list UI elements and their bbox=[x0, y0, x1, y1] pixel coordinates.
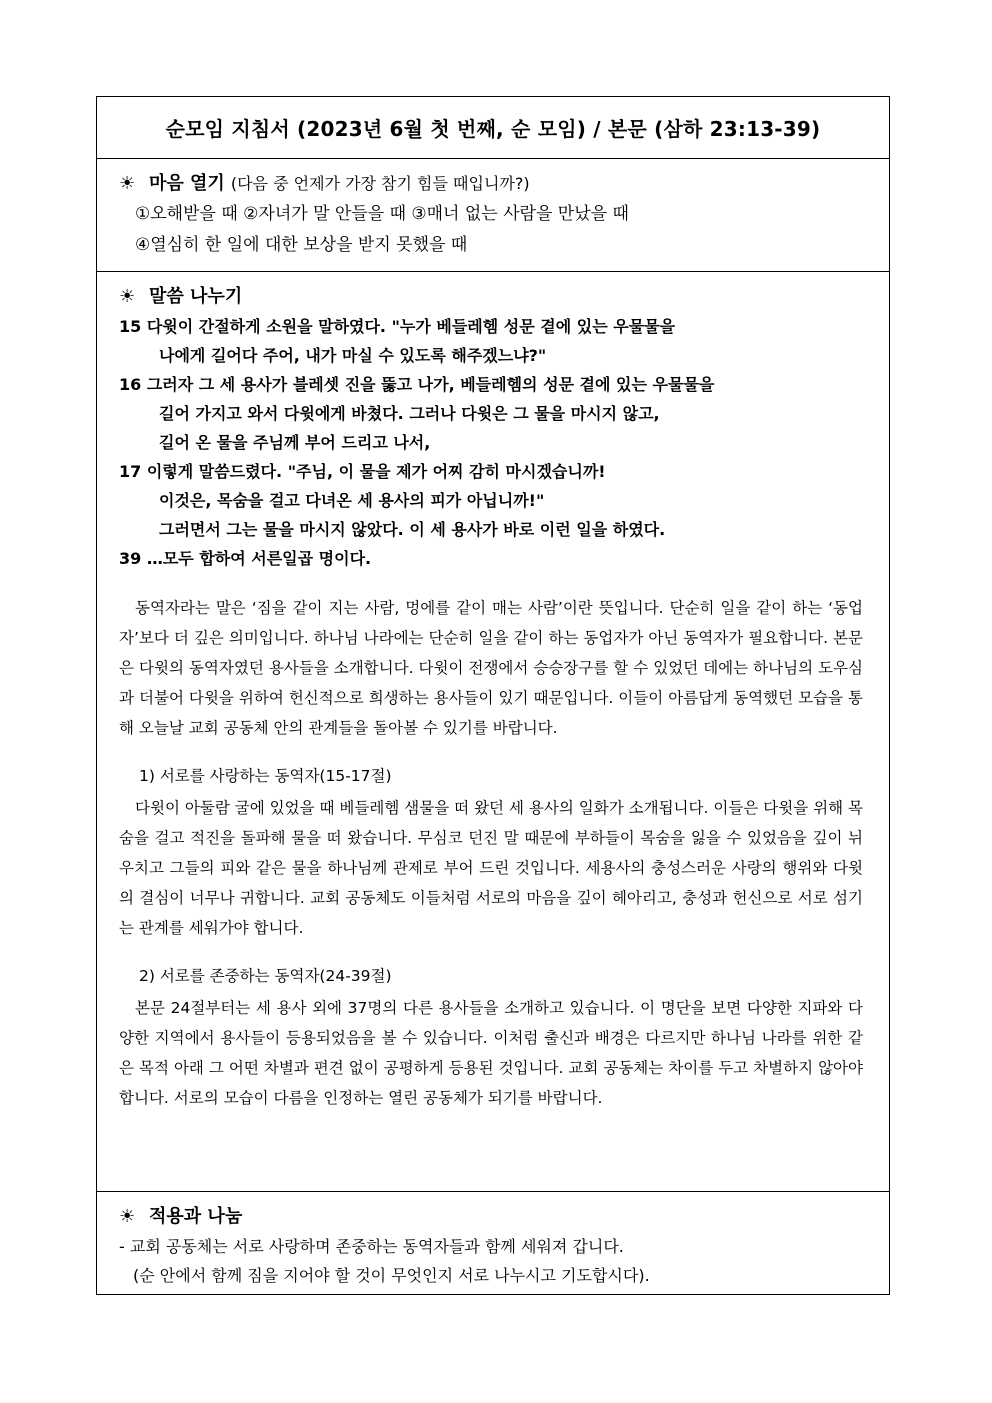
point2-title: 2) 서로를 존중하는 동역자(24-39절) bbox=[139, 967, 392, 985]
point2-paragraph: 본문 24절부터는 세 용사 외에 37명의 다른 용사들을 소개하고 있습니다. 이 명단을 보면 다양한 지파와 다양한 지역에서 용사들이 등용되었음을 볼 수 있습니다. 이처럼 출신과 배경은 다르지만 하나님 나라를 위한 같은 목적 아래 그 어떤 차별과 편견 없이 공평하게 등용된 것입니다. 교회 공동체는 차이를 두고 차별하지 않아야 합니다. 서로의 모습이 다름을 인정하는 열린 공동체가 되기를 바랍니다. bbox=[119, 999, 863, 1107]
opening-options-line1: ①오해받을 때 ②자녀가 말 안들을 때 ③매너 없는 사람을 만났을 때 bbox=[135, 204, 629, 224]
page-title: 순모임 지침서 (2023년 6월 첫 번째, 순 모임) / 본문 (삼하 23:13-39) bbox=[165, 117, 821, 141]
apply-section bbox=[97, 1191, 889, 1295]
sun-icon: ☀ bbox=[119, 1206, 136, 1227]
opening-title: 마음 열기 bbox=[149, 173, 225, 194]
word-heading bbox=[119, 282, 889, 312]
intro-paragraph: 동역자라는 말은 ‘짐을 같이 지는 사람, 멍에를 같이 매는 사람’이란 뜻입니다. 단순히 일을 같이 하는 ‘동업자’보다 더 깊은 의미입니다. 하나님 나라에는 단순히 일을 같이 하는 동업자가 아닌 동역자가 필요합니다. 본문은 다윗의 동역자였던 용사들을 소개합니다. 다윗이 전쟁에서 승승장구를 할 수 있었던 데에는 하나님의 도우심과 더불어 다윗을 위하여 헌신적으로 희생하는 용사들이 있기 때문입니다. 이들이 아름답게 동역했던 모습을 통해 오늘날 교회 공동체 안의 관계들을 돌아볼 수 있기를 바랍니다. bbox=[119, 599, 863, 737]
scripture-passage bbox=[119, 312, 889, 573]
verse-15: 15 다윗이 간절하게 소원을 말하였다. "누가 베들레헴 성문 곁에 있는 우물물을 나에게 길어다 주어, 내가 마실 수 있도록 해주겠느냐?" bbox=[119, 317, 676, 365]
verse-17: 17 이렇게 말씀드렸다. "주님, 이 물을 제가 어찌 감히 마시겠습니까! 이것은, 목숨을 걸고 다녀온 세 용사의 피가 아닙니까!" 그러면서 그는 물을 마시지 않았다. 이 세 용사가 바로 이런 일을 하였다. bbox=[119, 462, 666, 539]
apply-line1: - 교회 공동체는 서로 사랑하며 존중하는 동역자들과 함께 세워져 갑니다. bbox=[119, 1237, 624, 1256]
sun-icon: ☀ bbox=[119, 286, 136, 307]
opening-heading bbox=[119, 169, 889, 199]
point1-paragraph: 다윗이 아둘람 굴에 있었을 때 베들레헴 샘물을 떠 왔던 세 용사의 일화가 소개됩니다. 이들은 다윗을 위해 목숨을 걸고 적진을 돌파해 물을 떠 왔습니다. 무심코 던진 말 때문에 부하들이 목숨을 잃을 수 있었음을 깊이 뉘우치고 그들의 피와 같은 물을 하나님께 관제로 부어 드린 것입니다. 세용사의 충성스러운 사랑의 행위와 다윗의 결심이 너무나 귀합니다. 교회 공동체도 이들처럼 서로의 마음을 깊이 헤아리고, 충성과 헌신으로 서로 섬기는 관계를 세워가야 합니다. bbox=[119, 799, 863, 937]
opening-options-line2: ④열심히 한 일에 대한 보상을 받지 못했을 때 bbox=[135, 235, 468, 255]
verse-16: 16 그러자 그 세 용사가 블레셋 진을 뚫고 나가, 베들레헴의 성문 곁에 있는 우물물을 길어 가지고 와서 다윗에게 바쳤다. 그러나 다윗은 그 물을 마시지 않고, 길어 온 물을 주님께 부어 드리고 나서, bbox=[119, 375, 715, 452]
opening-question: (다음 중 언제가 가장 참기 힘들 때입니까?) bbox=[230, 174, 530, 193]
word-title: 말씀 나누기 bbox=[149, 286, 243, 307]
verse-39: 39 …모두 합하여 서른일곱 명이다. bbox=[119, 549, 372, 568]
sun-icon: ☀ bbox=[119, 173, 136, 194]
apply-heading bbox=[119, 1202, 889, 1232]
point1-title: 1) 서로를 사랑하는 동역자(15-17절) bbox=[139, 767, 392, 785]
opening-section bbox=[97, 158, 889, 271]
apply-title: 적용과 나눔 bbox=[149, 1206, 243, 1227]
word-section bbox=[97, 271, 889, 1191]
guide-frame bbox=[96, 96, 890, 1295]
apply-line2: (순 안에서 함께 짐을 지어야 할 것이 무엇인지 서로 나누시고 기도합시다). bbox=[133, 1266, 650, 1285]
